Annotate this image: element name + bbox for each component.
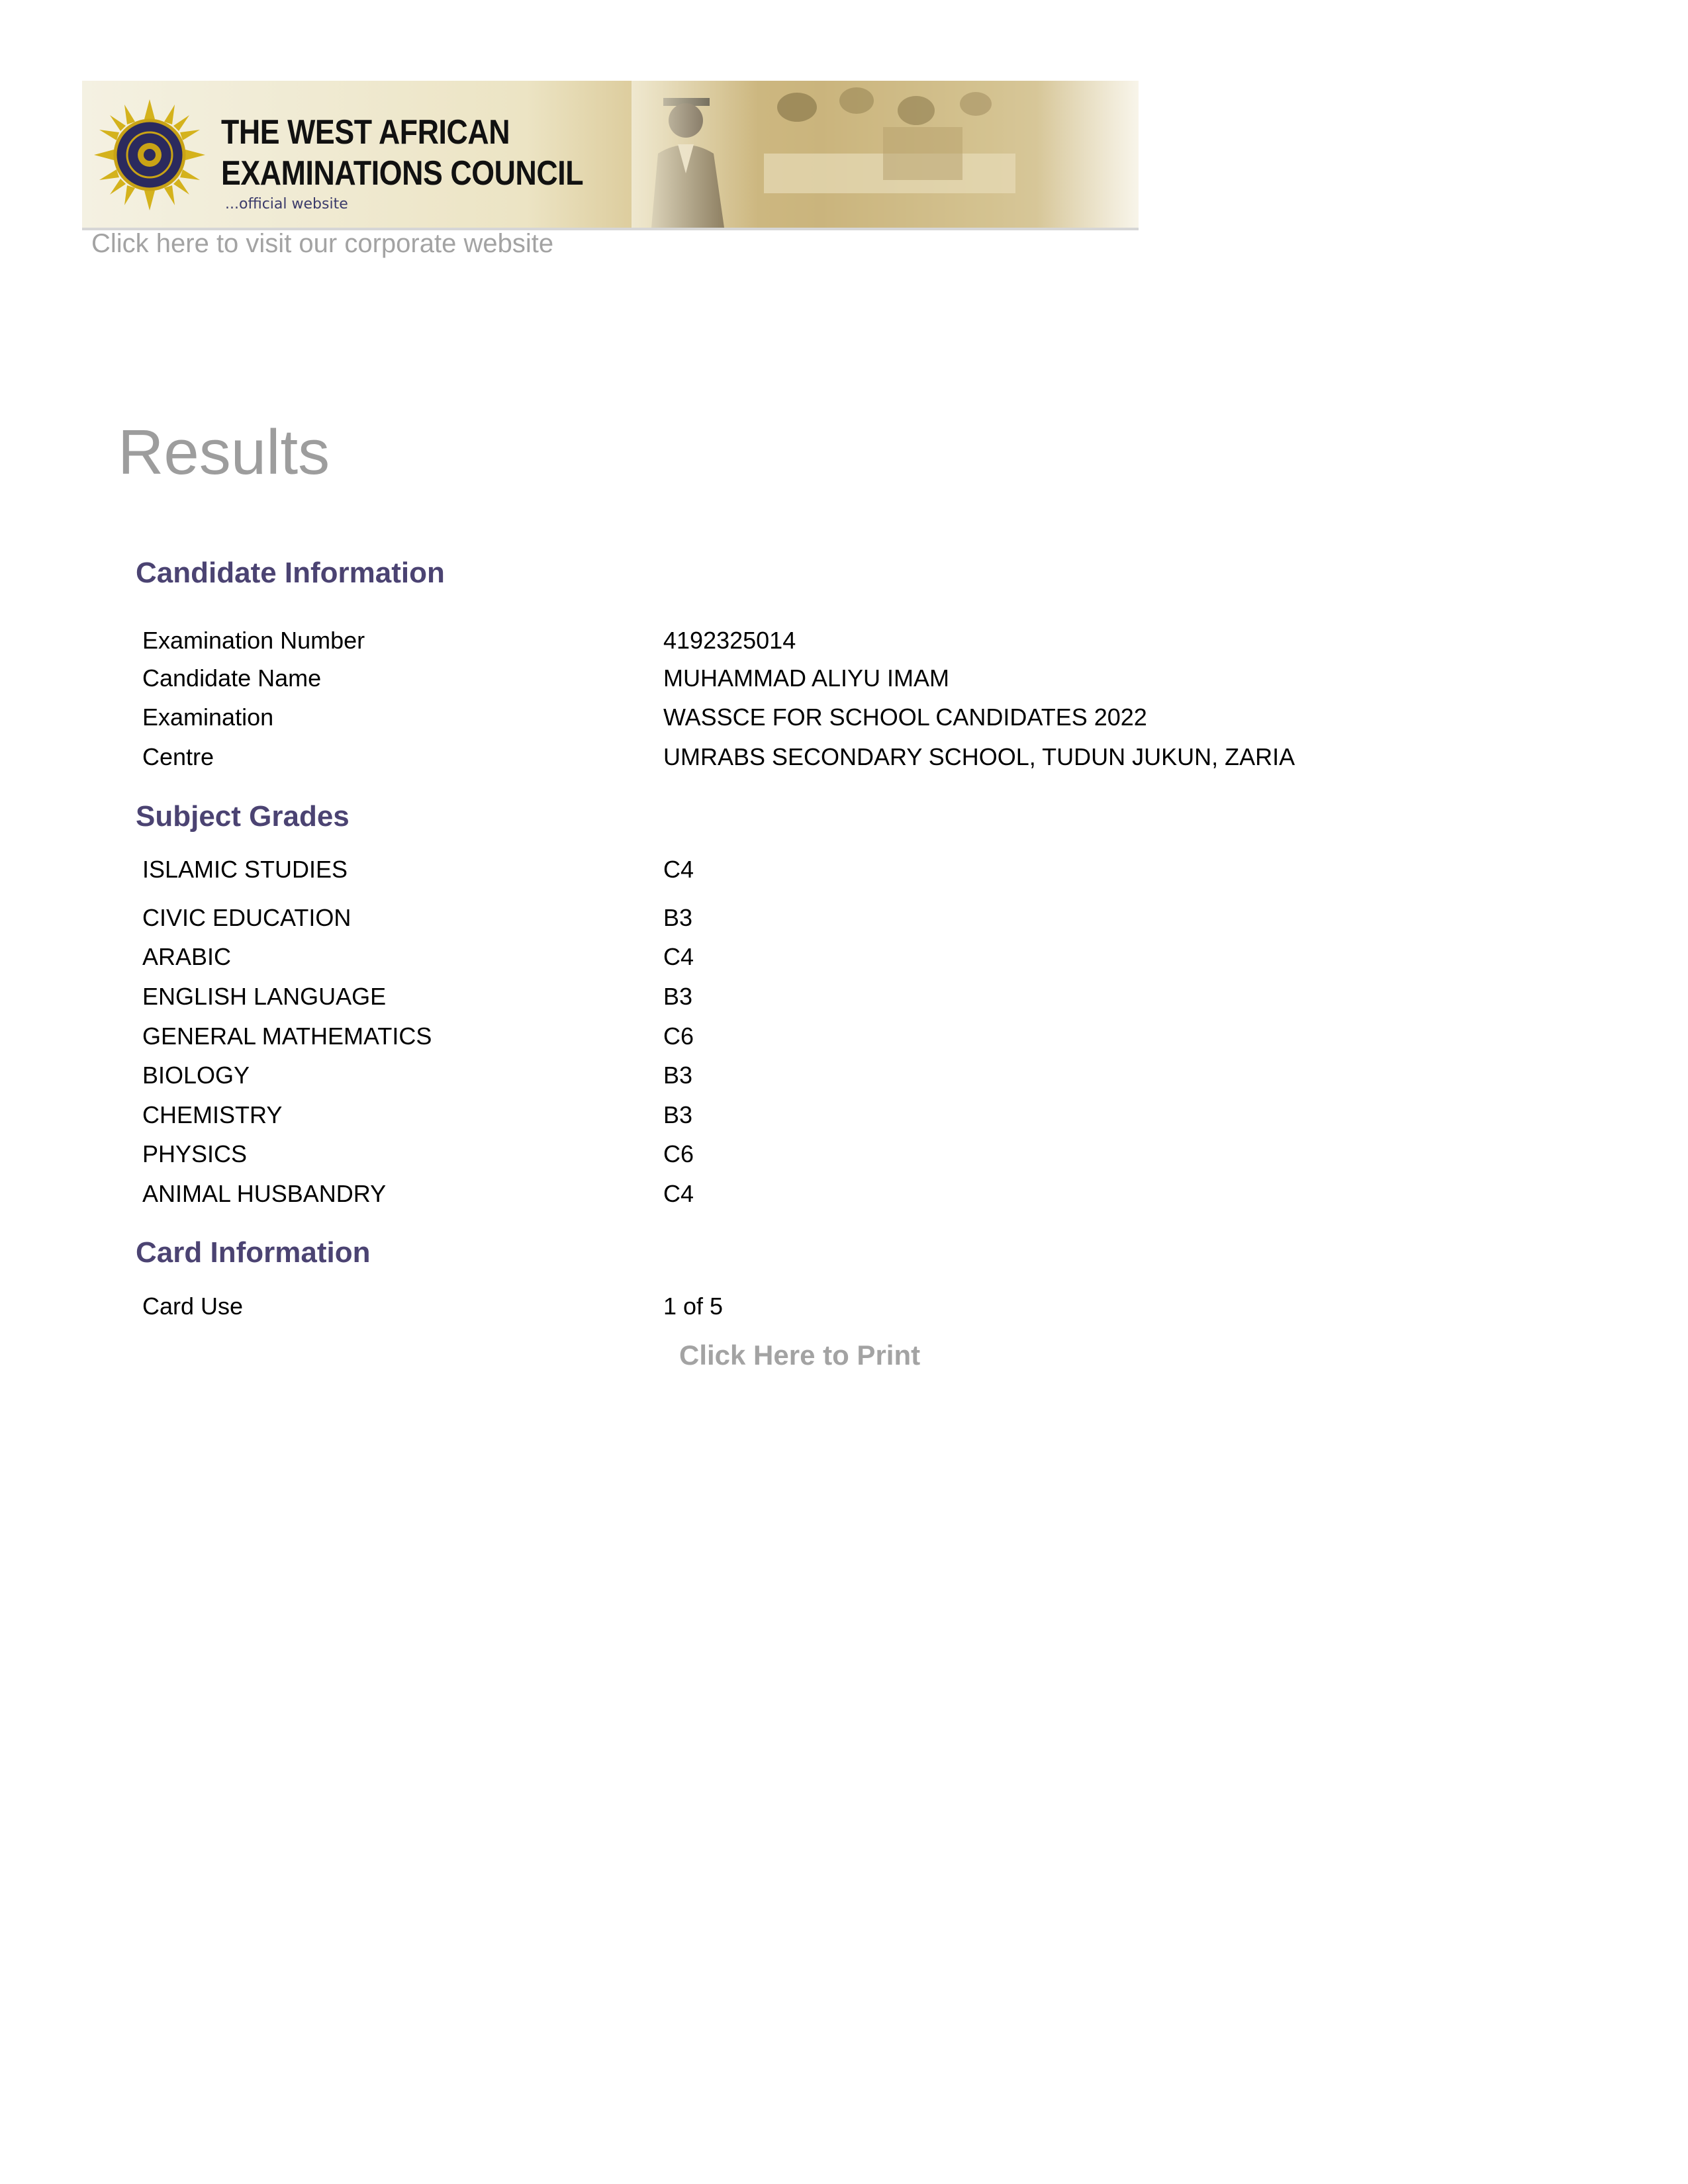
card-use-label: Card Use [142,1293,244,1320]
org-name-line2: EXAMINATIONS COUNCIL [221,154,584,193]
candidate-info-heading: Candidate Information [136,557,445,589]
card-use-value: 1 of 5 [663,1293,724,1320]
subject-name: ENGLISH LANGUAGE [142,983,387,1010]
subject-grade: C4 [663,1180,694,1207]
graduates-photo [632,81,1139,228]
subject-name: BIOLOGY [142,1062,250,1089]
candidate-name-label: Candidate Name [142,664,322,692]
subject-name: CHEMISTRY [142,1101,283,1128]
centre-label: Centre [142,743,214,770]
subject-grade: C6 [663,1023,694,1050]
subject-name: ARABIC [142,943,232,970]
tagline: ...official website [225,196,348,212]
print-button[interactable]: Click Here to Print [679,1340,921,1371]
org-name-line1: THE WEST AFRICAN [221,113,510,152]
subject-grade: B3 [663,1062,693,1089]
candidate-name-value: MUHAMMAD ALIYU IMAM [663,664,950,692]
subject-grade: B3 [663,983,693,1010]
subject-name: ANIMAL HUSBANDRY [142,1180,387,1207]
exam-number-label: Examination Number [142,627,365,654]
examination-value: WASSCE FOR SCHOOL CANDIDATES 2022 [663,704,1147,731]
subject-grade: C6 [663,1140,694,1167]
subject-grade: C4 [663,943,694,970]
examination-label: Examination [142,704,274,731]
subject-grade: B3 [663,904,693,931]
subject-grades-heading: Subject Grades [136,800,350,833]
centre-value: UMRABS SECONDARY SCHOOL, TUDUN JUKUN, ZARIA [663,743,1295,770]
subject-name: CIVIC EDUCATION [142,904,352,931]
exam-number-value: 4192325014 [663,627,796,654]
waec-logo-seal [94,99,205,210]
subject-name: ISLAMIC STUDIES [142,856,348,883]
subject-name: GENERAL MATHEMATICS [142,1023,432,1050]
waec-banner[interactable] [82,81,1139,230]
subject-grade: C4 [663,856,694,883]
subject-name: PHYSICS [142,1140,248,1167]
page-title: Results [118,417,330,488]
corporate-website-link[interactable]: Click here to visit our corporate website [91,229,554,258]
card-info-heading: Card Information [136,1236,371,1269]
subject-grade: B3 [663,1101,693,1128]
